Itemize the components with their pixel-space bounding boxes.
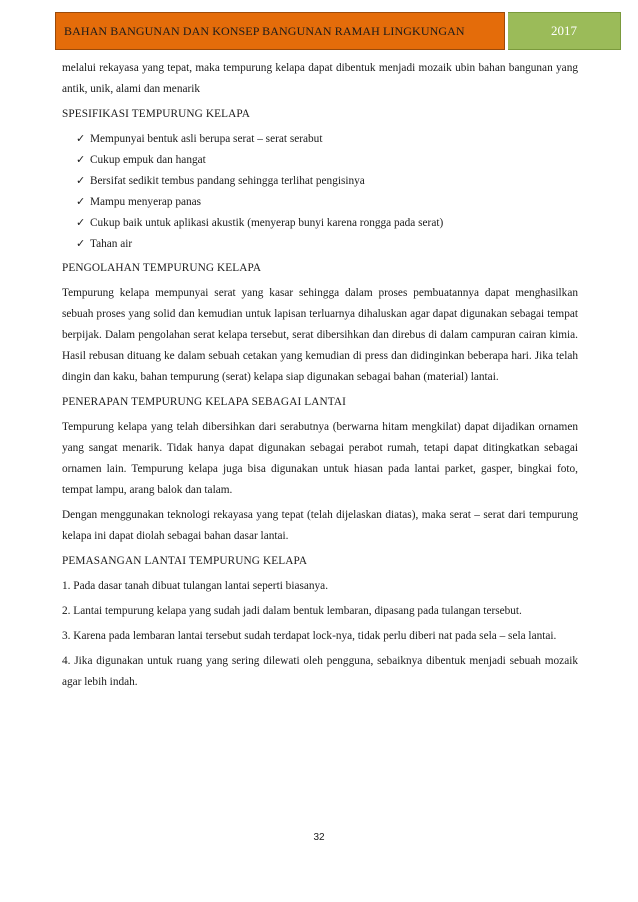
header-year: 2017 xyxy=(508,12,621,50)
pemasangan-heading: PEMASANGAN LANTAI TEMPURUNG KELAPA xyxy=(62,555,308,567)
checkmark-icon: ✓ xyxy=(76,154,86,166)
header-title: BAHAN BANGUNAN DAN KONSEP BANGUNAN RAMAH LINGKUNGAN xyxy=(55,12,505,50)
step-item: 2. Lantai tempurung kelapa yang sudah jadi dalam bentuk lembaran, dipasang pada tulangan tersebut. xyxy=(62,605,522,617)
page-header xyxy=(55,12,621,50)
pemasangan-steps xyxy=(62,576,578,693)
pengolahan-paragraph: Tempurung kelapa mempunyai serat yang kasar sehingga dalam proses pembuatannya dapat menghasilkan sebuah proses yang solid dan kemudian untuk lapisan terluarnya dihaluskan agar dapat digunakan sebagai tempat berpijak. Dalam pengolahan serat kelapa tersebut, serat dibersihkan dan direbus di dalam campuran cairan kimia. Hasil rebusan dituang ke dalam sebuah cetakan yang kemudian di press dan didinginkan beberapa hari. Jika telah dingin dan kaku, bahan tempurung (serat) kelapa siap digunakan sebagai bahan (material) lantai. xyxy=(62,287,578,383)
step-item: 4. Jika digunakan untuk ruang yang sering dilewati oleh pengguna, sebaiknya dibentuk menjadi sebuah mozaik agar lebih indah. xyxy=(62,655,578,688)
list-item: ✓ Mempunyai bentuk asli berupa serat – serat serabut xyxy=(76,129,578,150)
intro-paragraph: melalui rekayasa yang tepat, maka tempurung kelapa dapat dibentuk menjadi mozaik ubin bahan bangunan yang antik, unik, alami dan menarik xyxy=(62,62,578,95)
checkmark-icon: ✓ xyxy=(76,196,86,208)
checkmark-icon: ✓ xyxy=(76,133,86,145)
penerapan-heading: PENERAPAN TEMPURUNG KELAPA SEBAGAI LANTAI xyxy=(62,396,346,408)
list-item: ✓ Cukup baik untuk aplikasi akustik (menyerap bunyi karena rongga pada serat) xyxy=(76,213,578,234)
list-item: ✓ Mampu menyerap panas xyxy=(76,192,578,213)
page-number: 32 xyxy=(313,832,325,843)
list-item: ✓ Cukup empuk dan hangat xyxy=(76,150,578,171)
step-item: 1. Pada dasar tanah dibuat tulangan lantai seperti biasanya. xyxy=(62,580,329,592)
spesifikasi-list xyxy=(62,129,578,255)
penerapan-paragraph-2: Dengan menggunakan teknologi rekayasa yang tepat (telah dijelaskan diatas), maka serat – serat dari tempurung kelapa ini dapat diolah sebagai bahan dasar lantai. xyxy=(62,509,578,542)
pengolahan-heading: PENGOLAHAN TEMPURUNG KELAPA xyxy=(62,262,262,274)
checkmark-icon: ✓ xyxy=(76,217,86,229)
document-body xyxy=(62,58,578,697)
step-item: 3. Karena pada lembaran lantai tersebut sudah terdapat lock-nya, tidak perlu diberi nat pada sela – sela lantai. xyxy=(62,630,557,642)
checkmark-icon: ✓ xyxy=(76,238,86,250)
list-item: ✓ Bersifat sedikit tembus pandang sehingga terlihat pengisinya xyxy=(76,171,578,192)
penerapan-paragraph-1: Tempurung kelapa yang telah dibersihkan dari serabutnya (berwarna hitam mengkilat) dapat dijadikan ornamen yang sangat menarik. Tidak hanya dapat digunakan sebagai perabot rumah, tetapi dapat ditingkatkan sebagai ornamen lain. Tempurung kelapa juga bisa digunakan untuk hiasan pada lantai parket, gasper, bingkai foto, tempat lampu, arang balok dan talam. xyxy=(62,421,578,496)
list-item: ✓ Tahan air xyxy=(76,234,578,255)
spesifikasi-heading: SPESIFIKASI TEMPURUNG KELAPA xyxy=(62,108,250,120)
checkmark-icon: ✓ xyxy=(76,175,86,187)
